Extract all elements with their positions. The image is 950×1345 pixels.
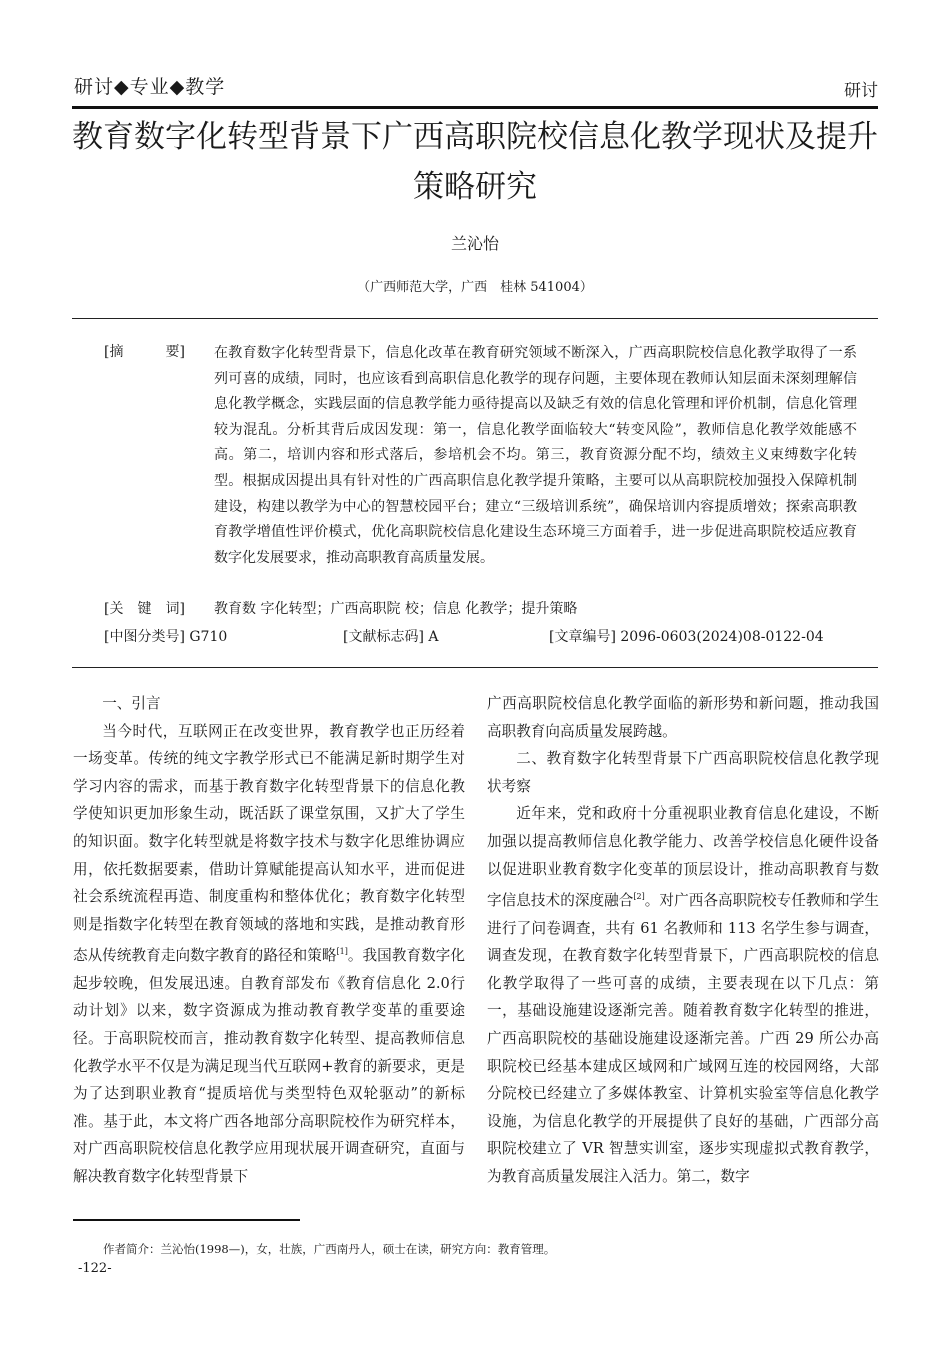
keywords-label: [关 键 词] <box>104 601 185 617</box>
abstract-top-rule <box>72 318 878 319</box>
article-number: [文章编号] 2096-0603(2024)08-0122-04 <box>549 629 824 645</box>
abstract-label: [摘 要] <box>104 344 185 360</box>
header-rule <box>72 106 878 109</box>
citation-ref: [1] <box>336 947 348 957</box>
section-heading-status: 二、教育数字化转型背景下广西高职院校信息化教学现状考察 <box>487 750 879 795</box>
page-number: -122- <box>78 1261 112 1276</box>
clc-number: [中图分类号] G710 <box>104 629 228 645</box>
body-paragraph: 近年来，党和政府十分重视职业教育信息化建设，不断加强以提高教师信息化教学能力、改善学校信息化硬件设备以促进职业教育数字化变革的顶层设计，推动高职教育与数字信息技术的深度融合[2]。对广西各高职院校专任教师和学生进行了问卷调查，共有 61 名教师和 113 名学生参与调查，调查发现，在教育数字化转型背景下，广西高职院校的信息化教学取得了一些可喜的成绩，主要表现在以下几点：第一，基础设施建设逐渐完善。随着教育数字化转型的推进，广西高职院校的基础设施建设逐渐完善。广西 29 所公办高职院校已经基本建成区域网和广域网互连的校园网络，大部分院校已经建立了多媒体教室、计算机实验室等信息化教学设施，为信息化教学的开展提供了良好的基础，广西部分高职院校建立了 VR 智慧实训室，逐步实现虚拟式教育教学，为教育高质量发展注入活力。第二，数字 <box>487 805 879 1185</box>
document-code: [文献标志码] A <box>343 629 439 645</box>
journal-column-header: 研讨◆专业◆教学 <box>74 76 226 98</box>
author-footnote: 作者简介：兰沁怡(1998—)，女，壮族，广西南丹人，硕士在读，研究方向：教育管理。 <box>103 1242 556 1256</box>
author-name: 兰沁怡 <box>450 234 499 253</box>
body-column-right <box>487 690 879 1191</box>
section-heading-intro: 一、引言 <box>102 695 161 712</box>
keywords-value: 教育数 字化转型；广西高职院 校；信息 化教学；提升策略 <box>214 601 578 617</box>
abstract-bottom-rule <box>72 667 878 668</box>
body-column-left <box>73 690 465 1191</box>
author-affiliation: （广西师范大学，广西 桂林 541004） <box>357 280 593 295</box>
body-paragraph-continued: 广西高职院校信息化教学面临的新形势和新问题，推动我国高职教育向高质量发展跨越。 <box>487 695 879 740</box>
column-tag: 研讨 <box>844 81 878 101</box>
abstract-text: 在教育数字化转型背景下，信息化改革在教育研究领域不断深入，广西高职院校信息化教学取得了一系列可喜的成绩，同时，也应该看到高职信息化教学的现存问题，主要体现在教师认知层面未深刻理解信息化教学概念，实践层面的信息教学能力亟待提高以及缺乏有效的信息化管理和评价机制，信息化管理较为混乱。分析其背后成因发现：第一，信息化教学面临较大“转变风险”，教师信息化教学效能感不高。第二，培训内容和形式落后，参培机会不均。第三，教育资源分配不均，绩效主义束缚数字化转型。根据成因提出具有针对性的广西高职信息化教学提升策略，主要可以从高职院校加强投入保障机制建设，构建以教学为中心的智慧校园平台；建立“三级培训系统”，确保培训内容提质增效；探索高职教育教学增值性评价模式，优化高职院校信息化建设生态环境三方面着手，进一步促进高职院校适应教育数字化发展要求，推动高职教育高质量发展。 <box>214 345 857 566</box>
body-paragraph: 当今时代，互联网正在改变世界，教育教学也正历经着一场变革。传统的纯文字教学形式已不能满足新时期学生对学习内容的需求，而基于教育数字化转型背景下的信息化教学使知识更加形象生动，既活跃了课堂氛围，又扩大了学生的知识面。数字化转型就是将数字技术与数字化思维协调应用，依托数据要素，借助计算赋能提高认知水平，进而促进社会系统流程再造、制度重构和整体优化；教育数字化转型则是指数字化转型在教育领域的落地和实践，是推动教育形态从传统教育走向数字教育的路径和策略[1]。我国教育数字化起步较晚，但发展迅速。自教育部发布《教育信息化 2.0行动计划》以来，数字资源成为推动教育教学变革的重要途径。于高职院校而言，推动教育数字化转型、提高教师信息化教学水平不仅是为满足现当代互联网+教育的新要求，更是为了达到职业教育“提质培优与类型特色双轮驱动”的新标准。基于此，本文将广西各地部分高职院校作为研究样本，对广西高职院校信息化教学应用现状展开调查研究，直面与解决教育数字化转型背景下 <box>73 722 465 1185</box>
keywords-row <box>104 598 578 618</box>
citation-ref: [2] <box>633 892 645 902</box>
paper-title: 教育数字化转型背景下广西高职院校信息化教学现状及提升策略研究 <box>72 119 878 205</box>
footnote-rule <box>73 1219 300 1221</box>
